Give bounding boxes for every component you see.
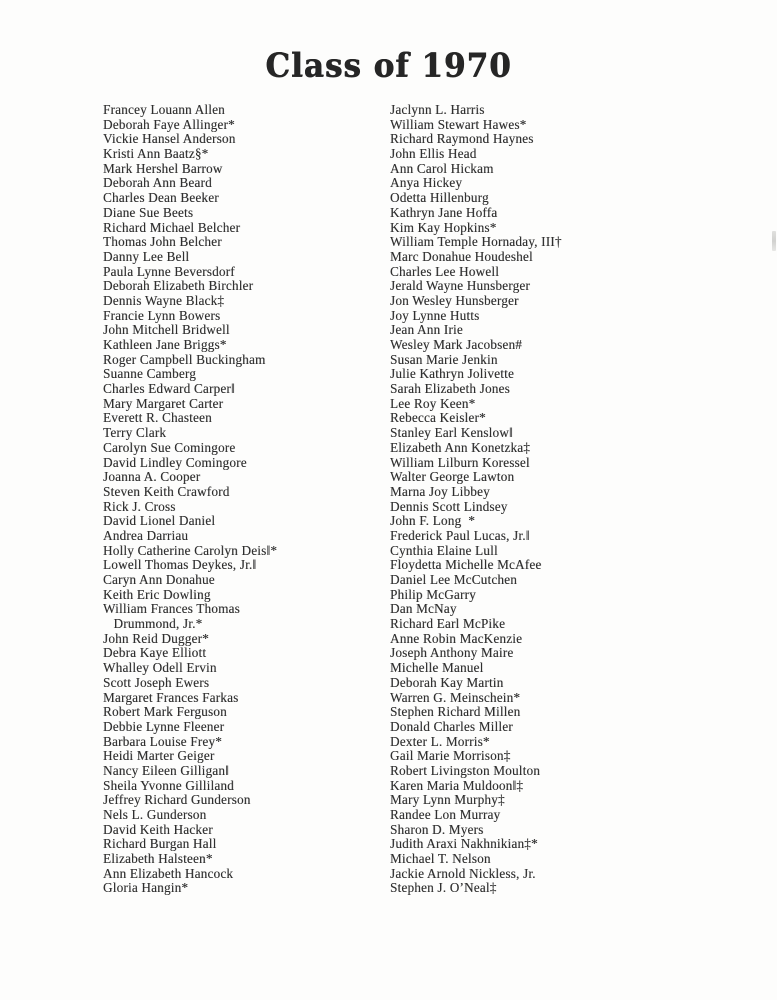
graduate-name: Suanne Camberg: [103, 366, 197, 382]
graduate-name: Joy Lynne Hutts: [390, 307, 480, 323]
graduate-name: Anne Robin MacKenzie: [390, 630, 523, 646]
graduate-name: Marna Joy Libbey: [390, 483, 490, 499]
graduate-name: John Reid Dugger*: [103, 630, 209, 646]
graduate-name: Kristi Ann Baatz§*: [103, 146, 209, 162]
graduate-name: Carolyn Sue Comingore: [103, 439, 236, 455]
graduate-name: Kim Kay Hopkins*: [390, 219, 497, 235]
graduate-name: Gail Marie Morrison‡: [390, 748, 511, 764]
graduate-name: Charles Lee Howell: [390, 263, 500, 279]
graduate-name: Everett R. Chasteen: [103, 410, 212, 426]
graduate-name: Dan McNay: [390, 601, 457, 617]
graduate-name: Kathryn Jane Hoffa: [390, 204, 498, 220]
graduate-name: Deborah Elizabeth Birchler: [103, 278, 254, 294]
graduate-name: Heidi Marter Geiger: [103, 748, 215, 764]
graduate-name: Lowell Thomas Deykes, Jr.‖: [103, 557, 257, 573]
graduate-name: Judith Araxi Nakhnikian‡*: [390, 836, 538, 852]
graduate-name: Deborah Ann Beard: [103, 175, 212, 191]
graduate-name: Joanna A. Cooper: [103, 469, 201, 485]
graduate-name: Deborah Faye Allinger*: [103, 116, 235, 132]
graduate-name: Donald Charles Miller: [390, 718, 513, 734]
graduate-name: Floydetta Michelle McAfee: [390, 557, 542, 573]
graduate-name: John F. Long *: [390, 513, 476, 529]
graduate-name: Kathleen Jane Briggs*: [103, 337, 227, 352]
graduate-name: Nels L. Gunderson: [103, 807, 207, 822]
graduate-name: John Mitchell Bridwell: [103, 322, 230, 338]
graduate-name: Michael T. Nelson: [390, 851, 491, 867]
graduate-name: Jerald Wayne Hunsberger: [390, 278, 531, 294]
graduate-name: Elizabeth Ann Konetzka‡: [390, 439, 531, 455]
graduate-name: William Frances Thomas: [103, 601, 240, 617]
graduate-name: Drummond, Jr.*: [103, 616, 203, 632]
graduate-name: David Keith Hacker: [103, 821, 213, 837]
graduate-name: Robert Livingston Moulton: [390, 762, 541, 778]
graduate-name: Dexter L. Morris*: [390, 733, 490, 749]
graduate-name: Debbie Lynne Fleener: [103, 718, 225, 734]
graduate-name: Jaclynn L. Harris: [390, 102, 485, 117]
graduate-name: Vickie Hansel Anderson: [103, 131, 236, 147]
graduate-name: Stephen Richard Millen: [390, 704, 521, 720]
graduate-name: Jeffrey Richard Gunderson: [103, 792, 251, 808]
graduate-name: David Lindley Comingore: [103, 454, 247, 470]
graduate-name: John Ellis Head: [390, 146, 477, 162]
graduate-name: Gloria Hangin*: [103, 880, 189, 896]
graduate-name: Francie Lynn Bowers: [103, 307, 221, 323]
graduate-name: Sarah Elizabeth Jones: [390, 381, 510, 397]
graduate-name: Jackie Arnold Nickless, Jr.: [390, 865, 536, 881]
graduate-name: Philip McGarry: [390, 586, 476, 602]
graduate-name: Sheila Yvonne Gilliland: [103, 777, 234, 793]
graduate-name: Charles Dean Beeker: [103, 190, 219, 206]
graduate-name: Randee Lon Murray: [390, 807, 501, 822]
graduate-name: Paula Lynne Beversdorf: [103, 263, 235, 279]
graduate-name: Dennis Scott Lindsey: [390, 498, 508, 514]
graduate-name: Holly Catherine Carolyn Deis‖*: [103, 542, 278, 558]
graduate-name: Robert Mark Ferguson: [103, 704, 227, 720]
graduate-name: Thomas John Belcher: [103, 234, 222, 250]
graduate-name: Walter George Lawton: [390, 469, 515, 485]
graduate-name: Michelle Manuel: [390, 660, 484, 676]
graduate-name: Terry Clark: [103, 425, 167, 441]
graduate-name: Andrea Darriau: [103, 527, 189, 543]
graduate-name: Warren G. Meinschein*: [390, 689, 521, 705]
graduate-name: Caryn Ann Donahue: [103, 572, 215, 587]
graduate-name: Richard Burgan Hall: [103, 836, 217, 852]
graduate-name: Cynthia Elaine Lull: [390, 542, 498, 558]
graduate-name: Scott Joseph Ewers: [103, 674, 210, 690]
graduate-name: Deborah Kay Martin: [390, 674, 504, 690]
graduate-name: Ann Elizabeth Hancock: [103, 865, 234, 881]
graduate-name: Daniel Lee McCutchen: [390, 572, 518, 587]
graduate-name: Richard Earl McPike: [390, 616, 506, 632]
graduate-name: Charles Edward Carper‖: [103, 381, 235, 397]
graduate-name: Stephen J. O’Neal‡: [390, 880, 497, 896]
graduate-name: Margaret Frances Farkas: [103, 689, 239, 705]
graduate-name: Danny Lee Bell: [103, 248, 190, 264]
graduate-name: Keith Eric Dowling: [103, 586, 211, 602]
graduate-name: William Temple Hornaday, III†: [390, 234, 562, 250]
graduate-name: William Lilburn Koressel: [390, 454, 530, 470]
graduate-name: Jean Ann Irie: [390, 322, 463, 338]
graduate-name: Odetta Hillenburg: [390, 190, 489, 206]
graduate-name: Joseph Anthony Maire: [390, 645, 514, 661]
graduate-name: Roger Campbell Buckingham: [103, 351, 266, 367]
graduate-name: Wesley Mark Jacobsen#: [390, 337, 523, 352]
graduate-name: Sharon D. Myers: [390, 821, 484, 837]
graduate-name: Julie Kathryn Jolivette: [390, 366, 514, 382]
graduate-name: Barbara Louise Frey*: [103, 733, 222, 749]
graduate-name: Richard Raymond Haynes: [390, 131, 534, 147]
right-column: [390, 103, 700, 896]
graduate-name: Steven Keith Crawford: [103, 483, 230, 499]
scan-artifact: [772, 231, 776, 251]
graduate-name: Diane Sue Beets: [103, 204, 194, 220]
graduate-name: Nancy Eileen Gilligan‖: [103, 762, 230, 778]
graduate-name: Elizabeth Halsteen*: [103, 851, 213, 867]
graduate-name: Marc Donahue Houdeshel: [390, 248, 533, 264]
graduate-name: Mary Margaret Carter: [103, 395, 224, 411]
graduate-name: Richard Michael Belcher: [103, 219, 241, 235]
graduate-name: Debra Kaye Elliott: [103, 645, 207, 661]
graduate-name: Susan Marie Jenkin: [390, 351, 498, 367]
graduate-name: Mary Lynn Murphy‡: [390, 792, 505, 808]
page-title: Class of 1970: [265, 47, 512, 85]
graduate-name: Rick J. Cross: [103, 498, 176, 514]
graduate-name: Lee Roy Keen*: [390, 395, 476, 411]
graduate-name: Frederick Paul Lucas, Jr.‖: [390, 527, 530, 543]
left-column: [103, 103, 387, 896]
graduate-name: William Stewart Hawes*: [390, 116, 527, 132]
graduate-name: Whalley Odell Ervin: [103, 660, 217, 676]
graduate-name: Francey Louann Allen: [103, 102, 225, 117]
graduate-name: Anya Hickey: [390, 175, 463, 191]
graduate-name: Karen Maria Muldoon‖‡: [390, 777, 524, 793]
graduate-name: Mark Hershel Barrow: [103, 160, 223, 176]
graduate-name: Dennis Wayne Black‡: [103, 292, 225, 308]
graduate-name: Jon Wesley Hunsberger: [390, 292, 519, 308]
graduate-name: Rebecca Keisler*: [390, 410, 486, 426]
graduate-name: Ann Carol Hickam: [390, 160, 494, 176]
graduate-name: Stanley Earl Kenslow‖: [390, 425, 513, 441]
graduate-name: David Lionel Daniel: [103, 513, 216, 529]
